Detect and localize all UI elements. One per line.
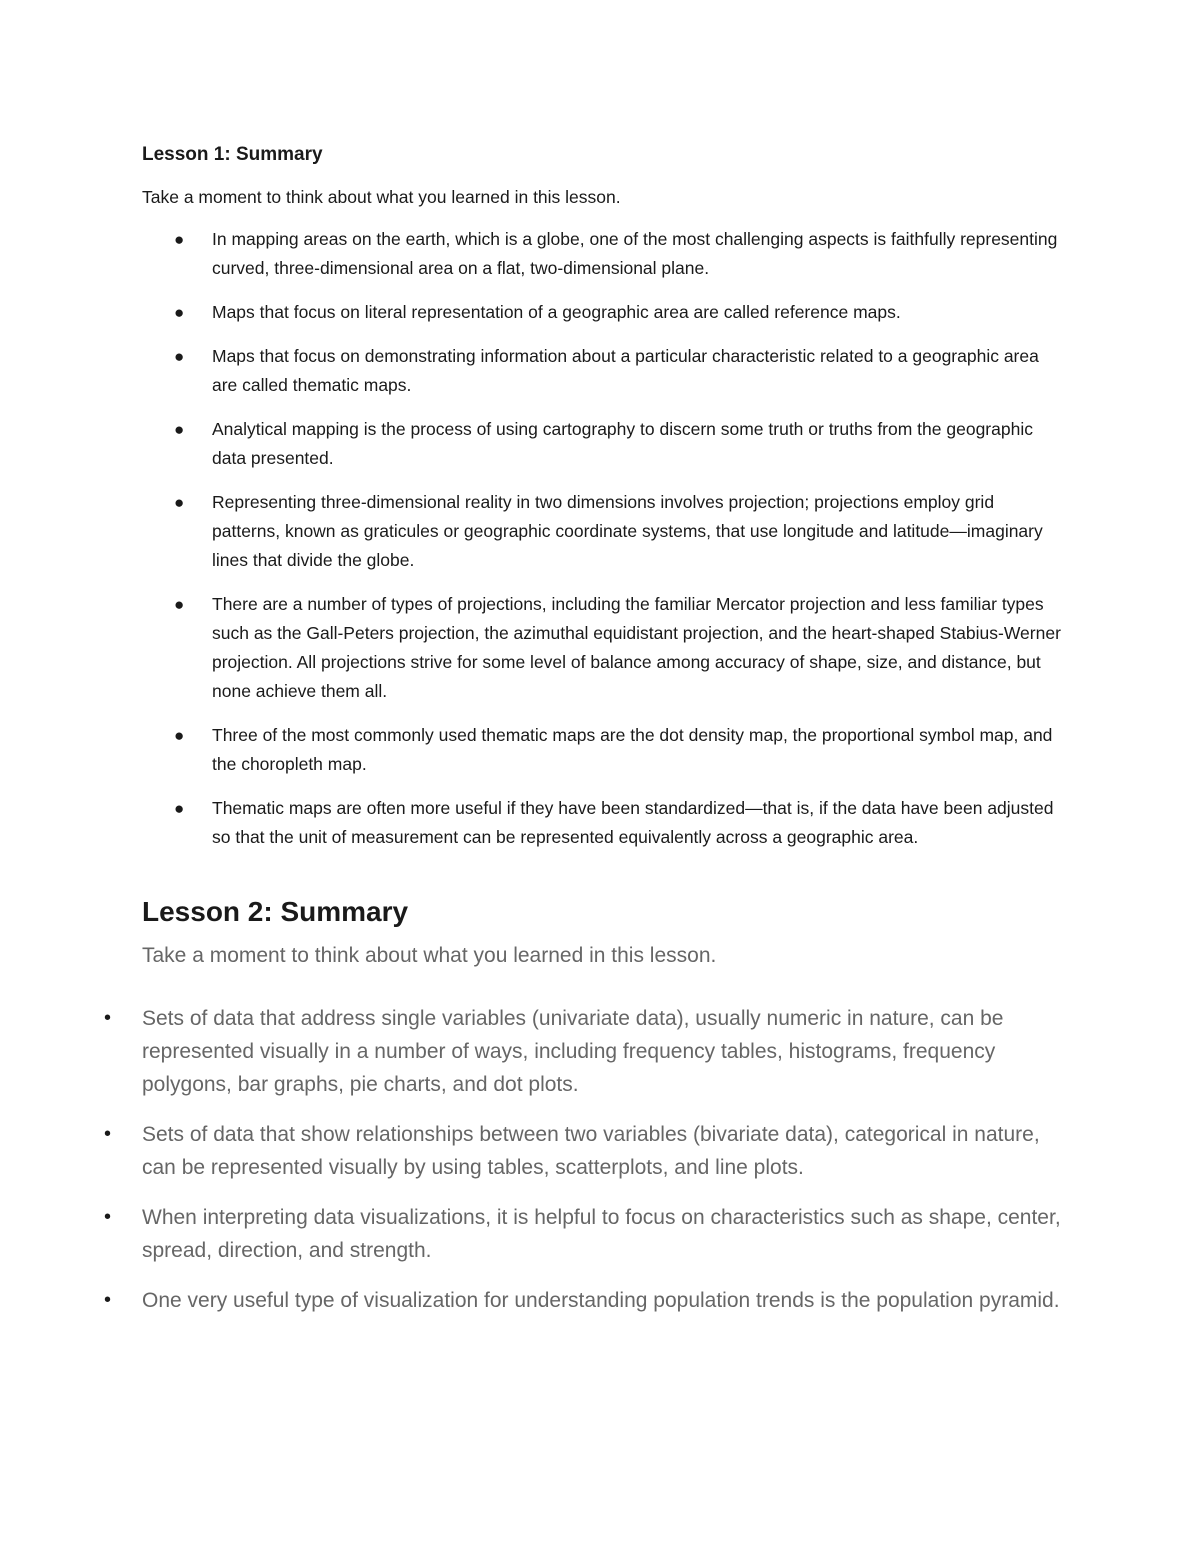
lesson-1-list-item <box>142 794 1062 852</box>
lesson-2-title: Lesson 2: Summary <box>142 896 409 927</box>
lesson-1-list-item <box>142 488 1062 575</box>
lesson-1-item-text: Three of the most commonly used thematic maps are the dot density map, the proportional symbol map, and the choropleth map. <box>212 725 1053 774</box>
lesson-2-item-text: Sets of data that address single variables (univariate data), usually numeric in nature, can be represented visually in a number of ways, including frequency tables, histograms, frequency polygons, bar graphs, pie charts, and dot plots. <box>142 1007 1004 1096</box>
lesson-2-list-item <box>104 1118 1064 1184</box>
bullet-icon: ● <box>174 420 185 439</box>
lesson-1-list-item <box>142 590 1062 706</box>
lesson-2-bullet-list <box>104 1002 1064 1317</box>
bullet-icon: ● <box>174 799 185 818</box>
lesson-1-item-text: Maps that focus on demonstrating information about a particular characteristic related to a geographic area are called thematic maps. <box>212 346 1039 395</box>
bullet-icon: • <box>104 1289 112 1311</box>
lesson-2-item-text: One very useful type of visualization for understanding population trends is the population pyramid. <box>142 1289 1060 1312</box>
lesson-1-item-text: Thematic maps are often more useful if they have been standardized—that is, if the data have been adjusted so that the unit of measurement can be represented equivalently across a geographic area. <box>212 798 1054 847</box>
lesson-1-list-item <box>142 342 1062 400</box>
lesson-2-list-item <box>104 1002 1064 1101</box>
bullet-icon: ● <box>174 595 185 614</box>
bullet-icon: • <box>104 1206 112 1228</box>
lesson-2-section <box>104 893 1064 1334</box>
lesson-2-list-item <box>104 1284 1064 1317</box>
lesson-1-item-text: Maps that focus on literal representation of a geographic area are called reference maps. <box>212 302 901 322</box>
lesson-1-item-text: Analytical mapping is the process of using cartography to discern some truth or truths from the geographic data presented. <box>212 419 1033 468</box>
bullet-icon: ● <box>174 726 185 745</box>
lesson-1-item-text: Representing three-dimensional reality in two dimensions involves projection; projections employ grid patterns, known as graticules or geographic coordinate systems, that use longitude and latitude—imaginary lines that divide the globe. <box>212 492 1043 570</box>
bullet-icon: • <box>104 1123 112 1145</box>
lesson-1-bullet-list <box>142 225 1062 852</box>
lesson-2-intro: Take a moment to think about what you learned in this lesson. <box>142 944 717 967</box>
lesson-1-list-item <box>142 225 1062 283</box>
bullet-icon: ● <box>174 303 185 322</box>
bullet-icon: • <box>104 1007 112 1029</box>
lesson-1-list-item <box>142 721 1062 779</box>
lesson-2-list-item <box>104 1201 1064 1267</box>
lesson-1-item-text: In mapping areas on the earth, which is a globe, one of the most challenging aspects is faithfully representing curved, three-dimensional area on a flat, two-dimensional plane. <box>212 229 1058 278</box>
lesson-1-intro: Take a moment to think about what you learned in this lesson. <box>142 187 621 207</box>
bullet-icon: ● <box>174 347 185 366</box>
lesson-1-title: Lesson 1: Summary <box>142 144 323 165</box>
lesson-1-list-item <box>142 298 1062 327</box>
lesson-2-item-text: Sets of data that show relationships between two variables (bivariate data), categorical in nature, can be represented visually by using tables, scatterplots, and line plots. <box>142 1123 1040 1179</box>
bullet-icon: ● <box>174 493 185 512</box>
lesson-1-list-item <box>142 415 1062 473</box>
bullet-icon: ● <box>174 230 185 249</box>
lesson-1-section <box>142 143 1062 867</box>
lesson-1-item-text: There are a number of types of projections, including the familiar Mercator projection and less familiar types such as the Gall-Peters projection, the azimuthal equidistant projection, and the heart-shaped Stabius-Werner projection. All projections strive for some level of balance among accuracy of shape, size, and distance, but none achieve them all. <box>212 594 1061 701</box>
lesson-2-item-text: When interpreting data visualizations, it is helpful to focus on characteristics such as shape, center, spread, direction, and strength. <box>142 1206 1061 1262</box>
